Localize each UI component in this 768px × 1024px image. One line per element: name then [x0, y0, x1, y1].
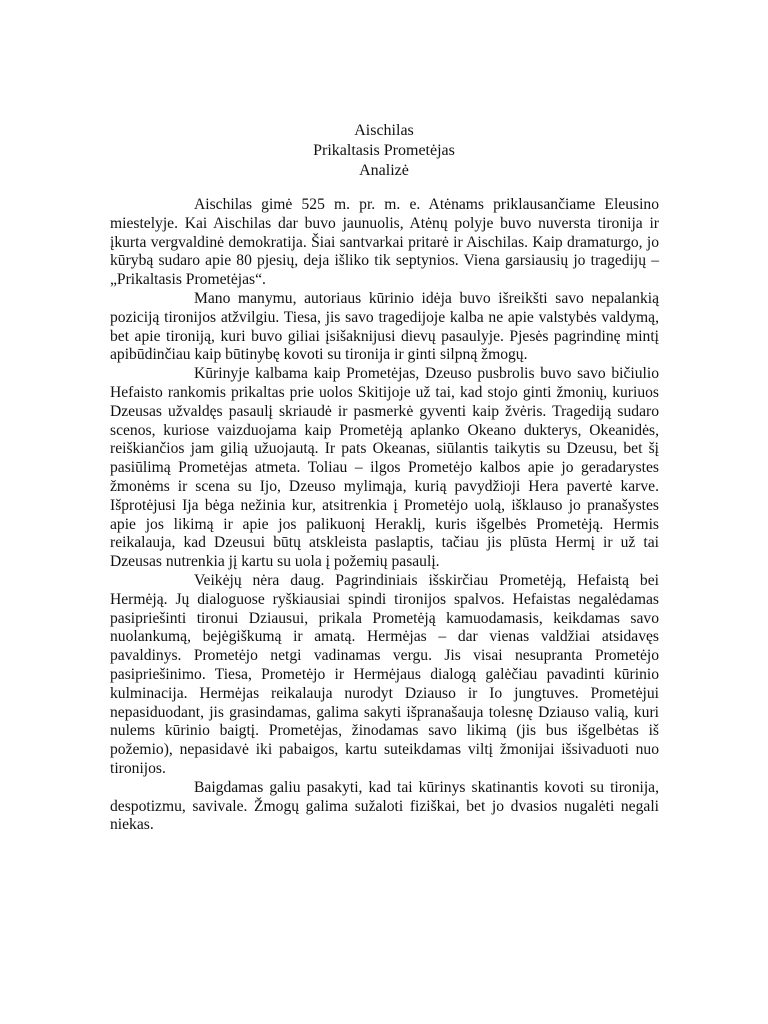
document-body [110, 196, 659, 835]
paragraph-4: Veikėjų nėra daug. Pagrindiniais išskirčiau Prometėją, Hefaistą bei Hermėją. Jų dialoguose ryškiausiai spindi tironijos spalvos. Hefaistas negalėdamas pasipriešinti tironui Dziausui, prikala Prometėją kamuodamasis, keikdamas savo nuolankumą, bejėgiškumą ir amatą. Hermėjas – dar vienas valdžiai atsidavęs pavaldinys. Prometėjo netgi vadinamas vergu. Jis visai nesupranta Prometėjo pasipriešinimo. Tiesa, Prometėjo ir Hermėjaus dialogą galėčiau pavadinti kūrinio kulminacija. Hermėjas reikalauja nurodyt Dziauso ir Io jungtuves. Prometėjui nepasiduodant, jis grasindamas, galima sakyti išpranašauja tolesnę Dziauso valią, kuri nulems kūrinio baigtį. Prometėjas, žinodamas savo likimą (jis bus išgelbėtas iš požemio), nepasidavė iki pabaigos, kartu suteikdamas viltį žmonijai išsivaduoti nuo tironijos. [110, 571, 659, 777]
document-header [0, 121, 768, 181]
paragraph-2: Mano manymu, autoriaus kūrinio idėja buvo išreikšti savo nepalankią poziciją tironijos atžvilgiu. Tiesa, jis savo tragedijoje kalba ne apie valstybės valdymą, bet apie tironiją, kuri buvo giliai įsišaknijusi dievų pasaulyje. Pjesės pagrindinę mintį apibūdinčiau kaip būtinybę kovoti su tironija ir ginti silpną žmogų. [110, 289, 659, 364]
document-heading: Analizė [359, 162, 409, 179]
document-subtitle: Prikaltasis Prometėjas [313, 142, 455, 159]
document-title: Aischilas [354, 122, 414, 139]
paragraph-5: Baigdamas galiu pasakyti, kad tai kūrinys skatinantis kovoti su tironija, despotizmu, savivale. Žmogų galima sužaloti fiziškai, bet jo dvasios nugalėti negali niekas. [110, 778, 659, 834]
paragraph-3: Kūrinyje kalbama kaip Prometėjas, Dzeuso pusbrolis buvo savo bičiulio Hefaisto rankomis prikaltas prie uolos Skitijoje už tai, kad stojo ginti žmonių, kuriuos Dzeusas užvaldęs pasaulį skriaudė ir pasmerkė gyventi kaip žvėris. Tragediją sudaro scenos, kuriose vaizduojama kaip Prometėją aplanko Okeano dukterys, Okeanidės, reiškiančios jam gilią užuojautą. Ir pats Okeanas, siūlantis taikytis su Dzeusu, bet šį pasiūlimą Prometėjas atmeta. Toliau – ilgos Prometėjo kalbos apie jo geradarystes žmonėms ir scena su Ijo, Dzeuso mylimąja, kurią pavydžioji Hera pavertė karve. Išprotėjusi Ija bėga nežinia kur, atsitrenkia į Prometėjo uolą, išklauso jo pranašystes apie jos likimą ir apie jos palikuonį Heraklį, kuris išgelbės Prometėją. Hermis reikalauja, kad Dzeusui būtų atskleista paslaptis, tačiau jis plūsta Hermį ir už tai Dzeusas nutrenkia jį kartu su uola į požemių pasaulį. [110, 365, 659, 571]
paragraph-1: Aischilas gimė 525 m. pr. m. e. Atėnams priklausančiame Eleusino miestelyje. Kai Aischilas dar buvo jaunuolis, Atėnų polyje buvo nuversta tironija ir įkurta vergvaldinė demokratija. Šiai santvarkai pritarė ir Aischilas. Kaip dramaturgo, jo kūrybą sudaro apie 80 pjesių, deja išliko tik septynios. Viena garsiausių jo tragedijų – „Prikaltasis Prometėjas“. [110, 196, 659, 289]
